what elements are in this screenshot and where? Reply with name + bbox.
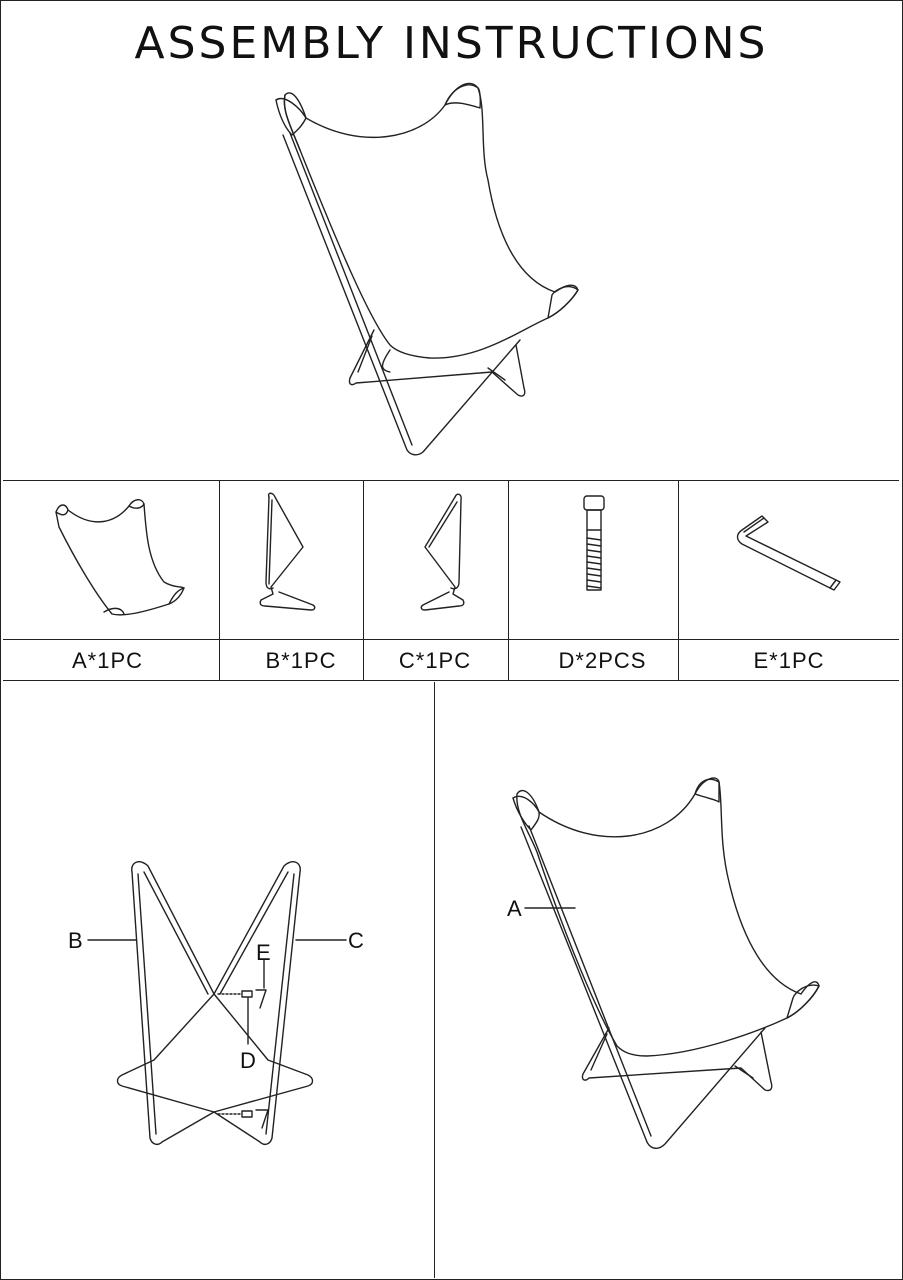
callout-label-b: B xyxy=(68,928,83,953)
seat-attachment-illustration xyxy=(437,682,899,1278)
page-title: ASSEMBLY INSTRUCTIONS xyxy=(134,18,769,69)
part-label-c: C*1PC xyxy=(398,648,472,673)
frame-assembly-illustration xyxy=(2,682,432,1278)
allen-key-icon xyxy=(680,482,898,637)
parts-table-bottom-rule xyxy=(3,680,899,681)
canvas-seat-icon xyxy=(4,482,219,637)
frame-half-c-icon xyxy=(365,482,505,637)
callout-label-a: A xyxy=(507,896,522,921)
assembled-chair-illustration xyxy=(0,0,903,470)
callout-label-e: E xyxy=(256,940,271,965)
part-label-a: A*1PC xyxy=(71,648,144,673)
bolt-icon xyxy=(510,482,675,637)
part-label-d: D*2PCS xyxy=(558,648,647,673)
part-label-b: B*1PC xyxy=(265,648,337,673)
frame-half-b-icon xyxy=(221,482,361,637)
parts-table-mid-rule xyxy=(3,639,899,640)
parts-table-divider-1 xyxy=(219,480,220,680)
parts-table-top-rule xyxy=(3,480,899,481)
parts-table-divider-3 xyxy=(508,480,509,680)
callout-label-c: C xyxy=(348,928,364,953)
part-label-e: E*1PC xyxy=(753,648,825,673)
step-divider xyxy=(434,682,435,1278)
callout-label-d: D xyxy=(240,1048,256,1073)
